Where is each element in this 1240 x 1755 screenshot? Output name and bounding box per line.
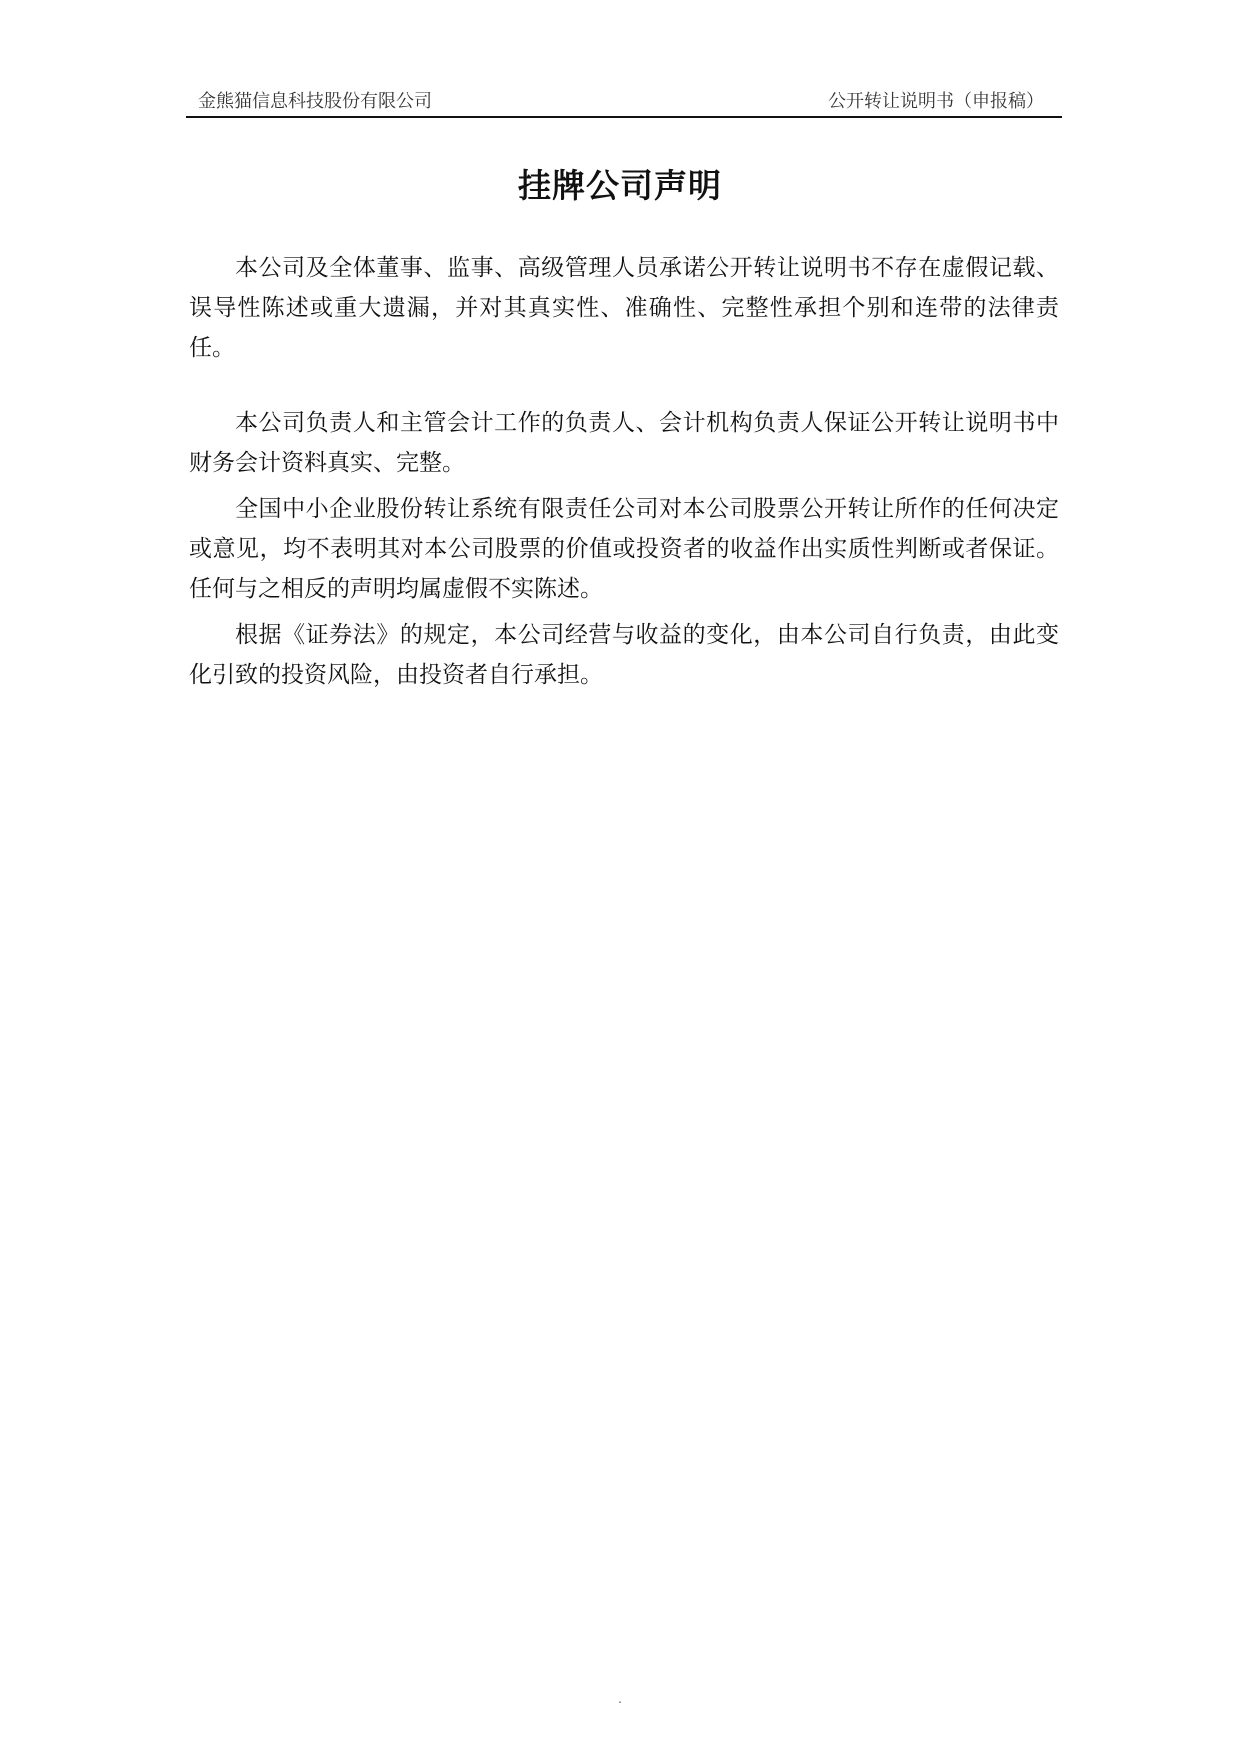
- document-title: 挂牌公司声明: [518, 166, 722, 205]
- page-number: .: [618, 1692, 622, 1706]
- paragraph-neeq-disclaimer: 全国中小企业股份转让系统有限责任公司对本公司股票公开转让所作的任何决定或意见，均不表明其对本公司股票的价值或投资者的收益作出实质性判断或者保证。任何与之相反的声明均属虚假不实陈述。: [189, 496, 1059, 602]
- paragraph-financial-guarantee: 本公司负责人和主管会计工作的负责人、会计机构负责人保证公开转让说明书中财务会计资料真实、完整。: [189, 410, 1059, 476]
- header-document-type: 公开转让说明书（申报稿）: [828, 91, 1044, 110]
- paragraph-securities-law: 根据《证券法》的规定，本公司经营与收益的变化，由本公司自行负责，由此变化引致的投资风险，由投资者自行承担。: [189, 622, 1059, 688]
- paragraph-commitment: 本公司及全体董事、监事、高级管理人员承诺公开转让说明书不存在虚假记载、误导性陈述或重大遗漏，并对其真实性、准确性、完整性承担个别和连带的法律责任。: [189, 255, 1059, 361]
- document-body: [189, 248, 1059, 695]
- page-header: [186, 84, 1062, 118]
- header-company-name: 金熊猫信息科技股份有限公司: [198, 91, 432, 110]
